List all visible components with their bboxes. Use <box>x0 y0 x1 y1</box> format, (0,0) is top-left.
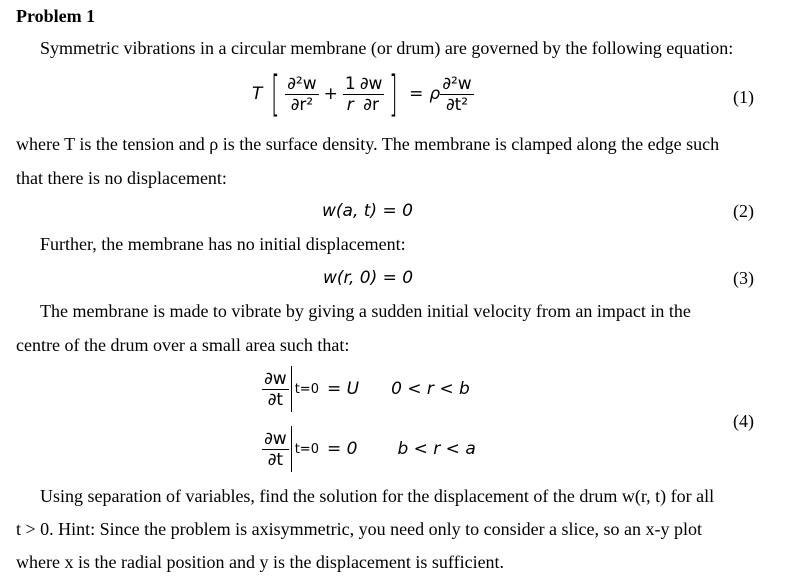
density-symbol: ρ <box>429 84 441 104</box>
where-text-line-1: where T is the tension and ρ is the surface density. The membrane is clamped along the edge such <box>16 134 720 154</box>
fraction-dw-dt: $\frac{\partial w}{\partial t}$ <box>264 368 287 410</box>
equation-1-number: (1) <box>733 87 754 107</box>
right-bracket: ] <box>389 66 399 122</box>
fraction-d2w-dr2: $\frac{\text{∂²w}}{\text{∂r²}}$ <box>287 73 317 115</box>
row-2-condition: b < r < a <box>397 439 476 459</box>
fraction-1-over-r: $\frac{1}{r}$ <box>344 73 356 115</box>
evaluation-subscript: t=0 <box>294 441 319 457</box>
further-text: Further, the membrane has no initial displacement: <box>40 234 406 254</box>
separation-text-line-2: t > 0. Hint: Since the problem is axisymmetric, you need only to consider a slice, so an x-y plot <box>16 519 703 539</box>
equation-1: T [ $\frac{\text{∂²w}}{\text{∂r²}}$ + $\frac{1}{r}$ $\frac{\partial w}{\partial r}$ ] = ρ $\frac{\text{∂²w}}{\text{∂t²}}$ <box>252 66 472 122</box>
equation-4-number: (4) <box>733 411 754 431</box>
separation-text-line-1: Using separation of variables, find the solution for the displacement of the drum w(r, t) for all <box>40 486 715 506</box>
equation-4-row-2 <box>262 426 476 472</box>
evaluation-bar <box>291 426 292 472</box>
equation-4-row-1 <box>262 366 470 412</box>
equation-2-number: (2) <box>733 201 754 221</box>
evaluation-bar <box>291 366 292 412</box>
fraction-d2w-dt2: $\frac{\text{∂²w}}{\text{∂t²}}$ <box>442 73 472 115</box>
fraction-dw-dt: $\frac{\partial w}{\partial t}$ <box>264 428 287 470</box>
left-bracket: [ <box>271 66 280 122</box>
row-1-condition: 0 < r < b <box>391 379 470 399</box>
equation-3-number: (3) <box>733 268 754 288</box>
vibrate-text-line-1: The membrane is made to vibrate by giving a sudden initial velocity from an impact in the <box>40 301 691 321</box>
tension-symbol: T <box>252 84 263 104</box>
row-1-value: = U <box>326 379 360 399</box>
fraction-dw-dr: $\frac{\partial w}{\partial r}$ <box>359 73 383 115</box>
row-2-value: = 0 <box>326 439 358 459</box>
vibrate-text-line-2: centre of the drum over a small area such that: <box>16 335 350 355</box>
where-text-line-2: that there is no displacement: <box>16 168 227 188</box>
equation-3: w(r, 0) = 0 <box>323 268 414 288</box>
separation-text-line-3: where x is the radial position and y is the displacement is sufficient. <box>16 552 505 572</box>
intro-text: Symmetric vibrations in a circular membrane (or drum) are governed by the following equation: <box>40 38 734 58</box>
equation-2: w(a, t) = 0 <box>322 201 413 221</box>
evaluation-subscript: t=0 <box>294 381 319 397</box>
problem-title: Problem 1 <box>16 6 96 26</box>
